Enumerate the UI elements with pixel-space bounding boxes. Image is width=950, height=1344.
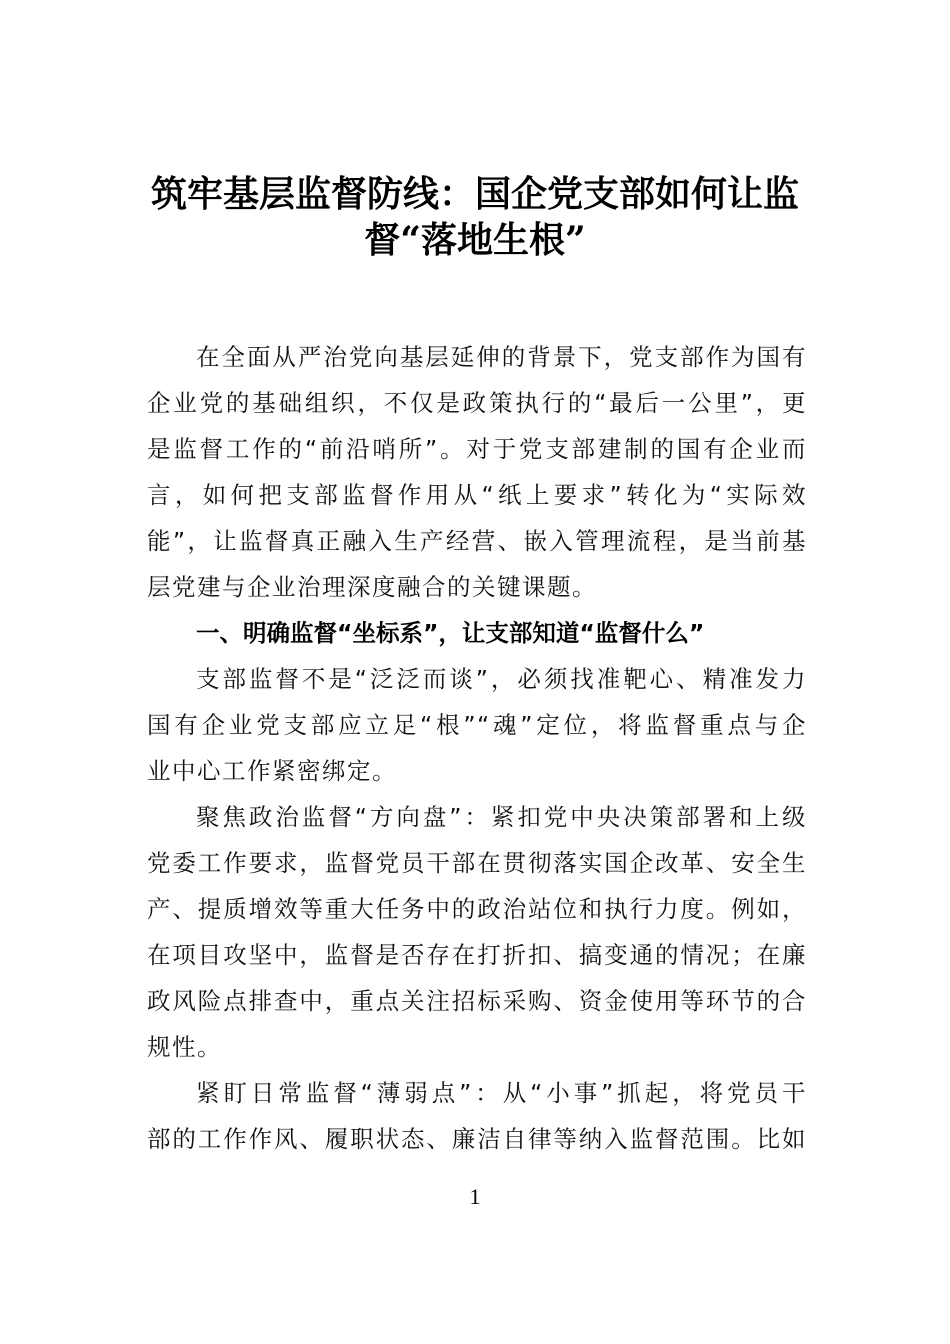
- text-line: 业中心工作紧密绑定。: [147, 757, 397, 785]
- text-line: 企业党的基础组织，不仅是政策执行的“最后一公里”，更: [147, 389, 807, 417]
- text-line: 国有企业党支部应立足“根”“魂”定位，将监督重点与企: [147, 711, 807, 739]
- text-line: 支部监督不是“泛泛而谈”，必须找准靶心、精准发力: [196, 665, 807, 693]
- text-line: 产、提质增效等重大任务中的政治站位和执行力度。例如，: [147, 895, 807, 923]
- text-line: 聚焦政治监督“方向盘”：紧扣党中央决策部署和上级: [196, 803, 807, 831]
- document-title-line-2: 督“落地生根”: [364, 219, 586, 261]
- page-number: 1: [469, 1184, 481, 1209]
- text-line: 能”，让监督真正融入生产经营、嵌入管理流程，是当前基: [147, 527, 807, 555]
- document-title-line-1: 筑牢基层监督防线：国企党支部如何让监: [150, 173, 799, 215]
- paragraph-4: [147, 1070, 807, 1162]
- text-line: 言，如何把支部监督作用从“纸上要求”转化为“实际效: [147, 481, 807, 509]
- paragraph-intro: [147, 334, 807, 610]
- text-line: 紧盯日常监督“薄弱点”：从“小事”抓起，将党员干: [196, 1079, 807, 1107]
- text-line: 部的工作作风、履职状态、廉洁自律等纳入监督范围。比如: [147, 1125, 807, 1153]
- text-line: 在项目攻坚中，监督是否存在打折扣、搞变通的情况；在廉: [147, 941, 807, 969]
- paragraph-2: [147, 656, 807, 794]
- text-line: 规性。: [147, 1033, 222, 1061]
- paragraph-3: [147, 794, 807, 1070]
- text-line: 是监督工作的“前沿哨所”。对于党支部建制的国有企业而: [147, 435, 807, 463]
- text-line: 政风险点排查中，重点关注招标采购、资金使用等环节的合: [147, 987, 807, 1015]
- text-line: 层党建与企业治理深度融合的关键课题。: [147, 573, 597, 601]
- text-line: 党委工作要求，监督党员干部在贯彻落实国企改革、安全生: [147, 849, 807, 877]
- section-heading-1: 一、明确监督“坐标系”，让支部知道“监督什么”: [196, 619, 705, 647]
- text-line: 在全面从严治党向基层延伸的背景下，党支部作为国有: [196, 343, 807, 371]
